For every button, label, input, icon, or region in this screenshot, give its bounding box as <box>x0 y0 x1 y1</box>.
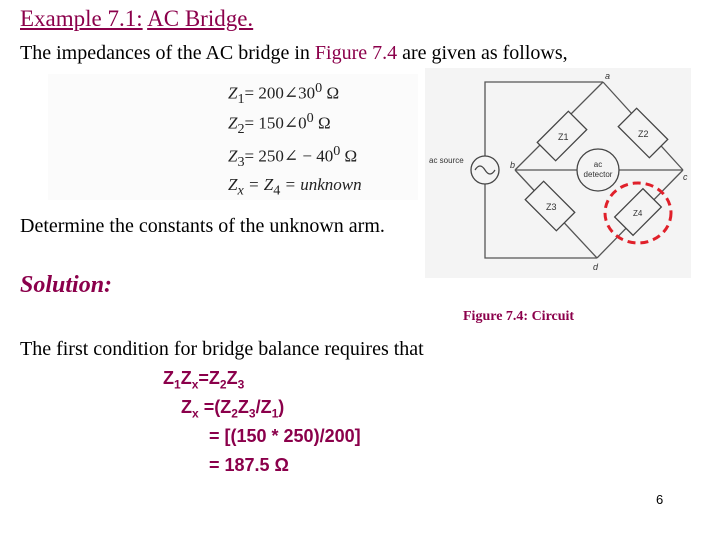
impedance-z1: $Z_1=$ $200\angle 30^0$ Ω <box>228 80 340 108</box>
intro-after: are given as follows, <box>397 42 568 64</box>
label-detector-2: detector <box>583 170 613 179</box>
figure-caption: Figure 7.4: Circuit <box>463 309 575 324</box>
bridge-circuit-figure <box>425 68 691 278</box>
solution-heading: Solution: <box>20 272 113 298</box>
label-ac-source: ac source <box>429 156 464 165</box>
impedance-zx: $Z_x = Z_4$ = unknown <box>228 175 362 199</box>
equation-line-2: $Z_x =(Z_2Z_3/Z_1)$ <box>181 397 285 421</box>
label-node-c: c <box>683 172 688 182</box>
label-node-b: b <box>510 160 516 170</box>
impedance-z3: $Z_3=$ 250∠ − $40^0$ Ω <box>228 143 358 171</box>
slide-title <box>20 6 253 32</box>
label-detector-1: ac <box>593 160 603 169</box>
label-z3: Z3 <box>546 202 557 212</box>
impedance-z2: $Z_2=$ $150\angle 0^0$ Ω <box>228 110 331 138</box>
label-z1: Z1 <box>558 132 569 142</box>
condition-text: The first condition for bridge balance requires that <box>20 338 424 360</box>
intro-text <box>20 42 568 65</box>
equation-line-1: $Z_1Z_x=Z_2Z_3$ <box>163 368 245 392</box>
example-label: Example 7.1: <box>20 6 143 31</box>
intro-before: The impedances of the AC bridge in <box>20 42 315 64</box>
figure-background <box>425 68 691 278</box>
equation-line-4: = 187.5 Ω <box>209 455 289 475</box>
equation-line-3: = [(150 * 250)/200] <box>209 426 361 446</box>
label-z4: Z4 <box>633 209 643 218</box>
label-node-d: d <box>593 262 599 272</box>
example-topic: AC Bridge. <box>147 6 254 31</box>
page-number: 6 <box>656 492 664 507</box>
question-text: Determine the constants of the unknown arm. <box>20 215 385 237</box>
label-node-a: a <box>605 71 611 81</box>
figure-reference: Figure 7.4 <box>314 42 398 64</box>
label-z2: Z2 <box>638 129 649 139</box>
